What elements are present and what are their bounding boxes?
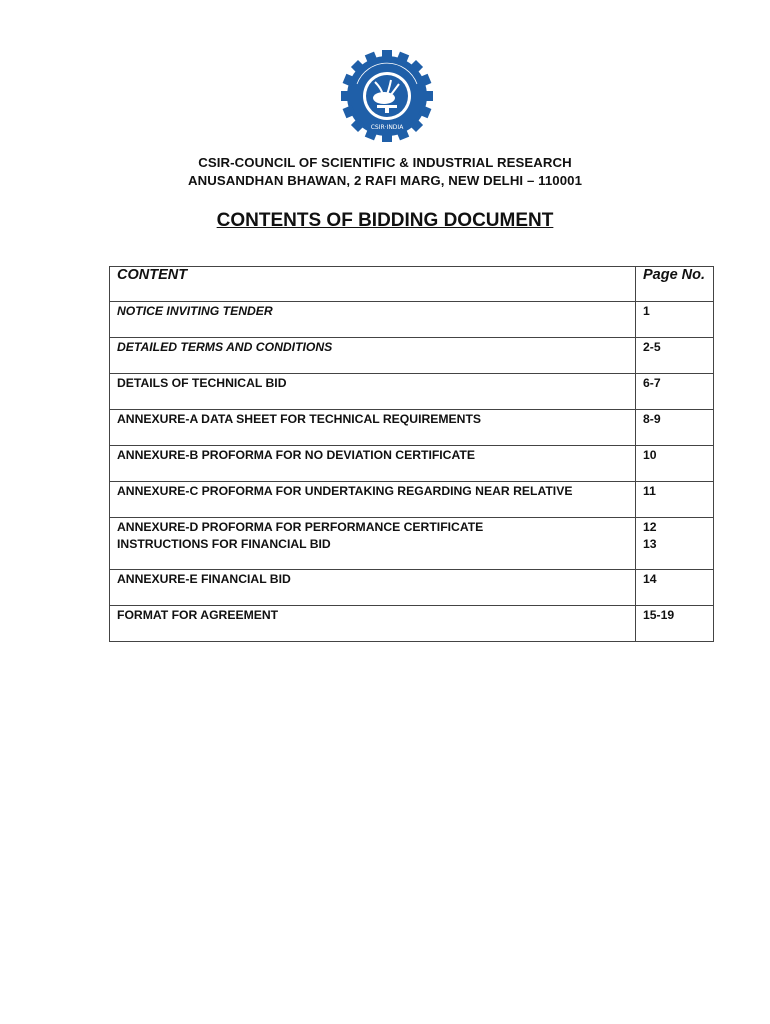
page-cell: 2-5 [636,338,714,374]
page-line: 12 [643,520,657,534]
column-header-content: CONTENT [110,267,636,302]
content-cell: ANNEXURE-B PROFORMA FOR NO DEVIATION CERTIFICATE [110,446,636,482]
page-line: 13 [643,537,657,551]
org-address-line: ANUSANDHAN BHAWAN, 2 RAFI MARG, NEW DELHI – 110001 [187,173,583,188]
content-cell: DETAILED TERMS AND CONDITIONS [110,338,636,374]
page-cell [636,518,714,570]
table-row [110,338,714,374]
content-cell: ANNEXURE-A DATA SHEET FOR TECHNICAL REQUIREMENTS [110,410,636,446]
table-row [110,518,714,570]
page-cell: 11 [636,482,714,518]
page-cell: 15-19 [636,606,714,642]
document-title: CONTENTS OF BIDDING DOCUMENT [216,210,554,231]
content-cell: NOTICE INVITING TENDER [110,302,636,338]
content-cell: ANNEXURE-C PROFORMA FOR UNDERTAKING REGARDING NEAR RELATIVE [110,482,636,518]
page-cell: 10 [636,446,714,482]
page-cell: 14 [636,570,714,606]
table-row [110,570,714,606]
table-row [110,302,714,338]
column-header-page: Page No. [636,267,714,302]
contents-table [109,266,714,642]
content-cell: ANNEXURE-E FINANCIAL BID [110,570,636,606]
content-line: INSTRUCTIONS FOR FINANCIAL BID [117,537,331,551]
content-line: ANNEXURE-D PROFORMA FOR PERFORMANCE CERTIFICATE [117,520,484,534]
page-cell: 6-7 [636,374,714,410]
content-cell [110,518,636,570]
content-cell: FORMAT FOR AGREEMENT [110,606,636,642]
table-row [110,446,714,482]
org-name-line: CSIR-COUNCIL OF SCIENTIFIC & INDUSTRIAL RESEARCH [198,155,572,170]
csir-logo [334,50,440,142]
page-cell: 1 [636,302,714,338]
table-row [110,482,714,518]
content-cell: DETAILS OF TECHNICAL BID [110,374,636,410]
table-row [110,374,714,410]
table-row [110,410,714,446]
table-row [110,606,714,642]
page-cell: 8-9 [636,410,714,446]
logo-ring-text: CSIR·INDIA [370,124,404,131]
table-header-row [110,267,714,302]
